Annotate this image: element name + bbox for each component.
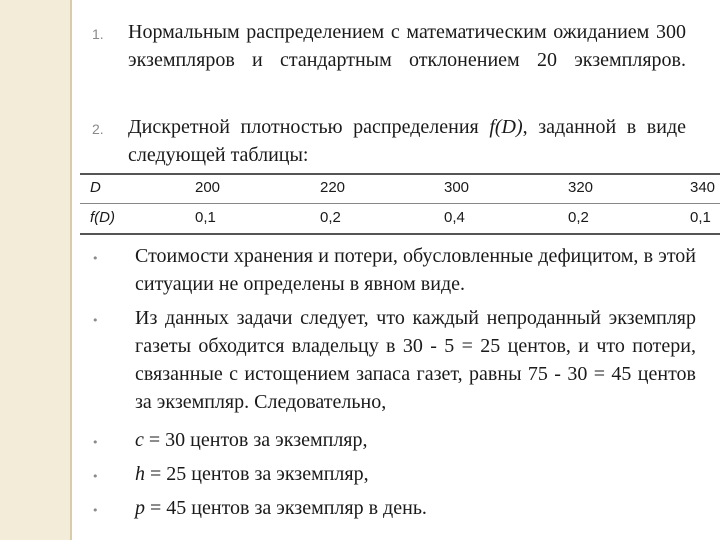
list-number-1: 1.	[92, 26, 104, 42]
numbered-item-2-text-before: Дискретной плотностью распределения	[128, 116, 490, 138]
table-cell-d-3: 300	[444, 179, 470, 196]
function-symbol: f(D)	[489, 116, 523, 138]
table-cell-f-5: 0,1	[690, 209, 711, 226]
table-bottom-border	[80, 233, 720, 235]
numbered-item-1-text: Нормальным распределением с математическим ожиданием 300 экземпляров и стандартным отклонением 20 экземпляров.	[128, 21, 686, 71]
bullet-4-rest: = 25 центов за экземпляр,	[145, 463, 369, 485]
table-row-label-f: f(D)	[90, 209, 115, 226]
bullet-marker-3: •	[92, 436, 99, 449]
table-cell-d-4: 320	[568, 179, 594, 196]
bullet-marker-2: •	[92, 314, 99, 327]
bullet-4-text	[135, 460, 696, 488]
table-cell-f-4: 0,2	[568, 209, 589, 226]
table-cell-f-2: 0,2	[320, 209, 341, 226]
table-row-label-d: D	[90, 179, 101, 196]
table-cell-f-3: 0,4	[444, 209, 465, 226]
bullet-marker-5: •	[92, 504, 99, 517]
table-cell-f-1: 0,1	[195, 209, 216, 226]
bullet-5-rest: = 45 центов за экземпляр в день.	[145, 497, 427, 519]
numbered-item-2-text	[128, 113, 686, 169]
bullet-1-text: Стоимости хранения и потери, обусловленные дефицитом, в этой ситуации не определены в явном виде.	[135, 245, 696, 295]
table-cell-d-2: 220	[320, 179, 346, 196]
numbered-item-2-text-after: , заданной в виде следующей таблицы:	[128, 116, 686, 166]
var-h: h	[135, 463, 145, 485]
table-cell-d-5: 340	[690, 179, 716, 196]
distribution-table	[80, 173, 720, 233]
table-row-f	[80, 203, 720, 233]
bullet-marker-1: •	[92, 252, 99, 265]
bullet-3-rest: = 30 центов за экземпляр,	[143, 429, 368, 451]
bullet-5-text	[135, 494, 696, 522]
list-number-2: 2.	[92, 121, 104, 137]
bullet-marker-4: •	[92, 470, 99, 483]
var-p: p	[135, 497, 145, 519]
var-c: c	[135, 429, 144, 451]
bullet-3-text	[135, 426, 696, 454]
table-cell-d-1: 200	[195, 179, 221, 196]
bullet-2-text: Из данных задачи следует, что каждый непроданный экземпляр газеты обходится владельцу в 30 - 5 = 25 центов, и что потери, связанные с истощением запаса газет, равны 75 - 30 = 45 центов за экземпляр. Следовательно,	[135, 307, 696, 413]
table-row-d	[80, 173, 720, 203]
